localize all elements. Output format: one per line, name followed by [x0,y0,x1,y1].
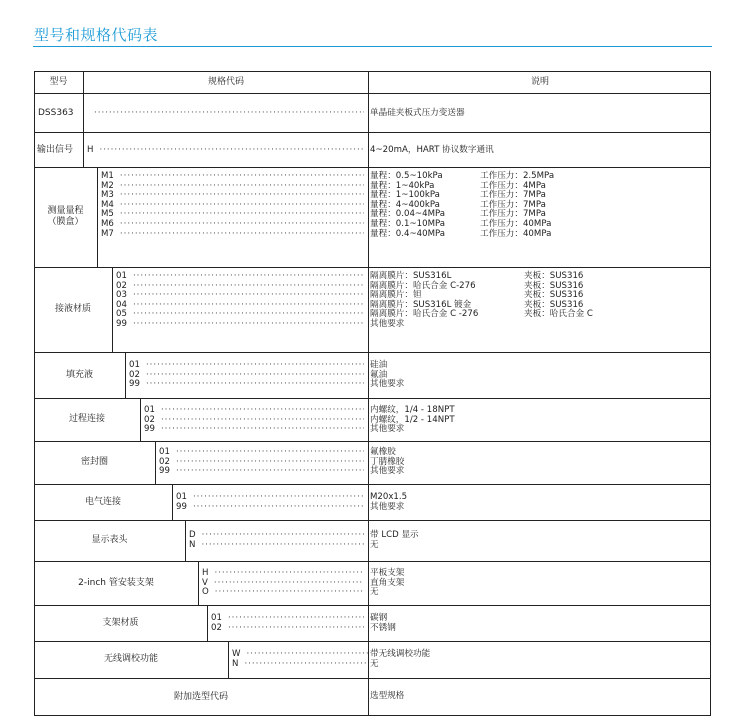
display-codes: D ····· N ····· [189,531,364,550]
wetted-desc: 隔离膜片：SUS316L 夹板：SUS316 隔离膜片：哈氏合金 C-276 夹板：SUS316 隔离膜片：钽 夹板：SUS316 隔离膜片：SUS316L 镀金 夹板：SUS316 隔离膜片：哈氏合金 C -276 夹板：哈氏合金 C 其他要求 [370,271,593,329]
process-desc: 内螺纹，1/4 - 18NPT 内螺纹，1/2 - 14NPT 其他要求 [370,405,455,435]
range-desc: 量程：0.5~10kPa 工作压力：2.5MPa 量程：1~40kPa 工作压力：4MPa 量程：1~100kPa 工作压力：7MPa 量程：4~400kPa 工作压力：7MPa 量程：0.04~4MPa 工作压力：7MPa 量程：0.1~10MPa 工作压力：40MPa 量程：0.4~40MPa 工作压力：40MPa [370,171,555,239]
bracket-label: 2-inch 管安装支架 [78,577,154,588]
bracket-desc: 平板支架 直角支架 无 [370,568,405,598]
header-desc: 说明 [530,76,549,87]
seal-label: 密封圈 [80,457,108,467]
electrical-label: 电气连接 [84,496,121,507]
electrical-desc: M20x1.5 其他要求 [370,492,408,512]
display-desc: 带 LCD 显示 无 [370,530,419,550]
col-divider [125,352,126,398]
bracket-material-label: 支架材质 [102,617,139,628]
col-divider [112,267,113,352]
model-desc: 单晶硅夹板式压力变送器 [370,108,465,118]
wireless-label: 无线调校功能 [103,654,158,664]
display-label: 显示表头 [91,535,128,545]
header-model: 型号 [49,76,68,87]
col-divider [172,484,173,520]
bracket-material-codes: 01 ····· 02 ····· [211,614,364,633]
row-divider [34,267,711,268]
col-divider [198,561,199,605]
output-desc: 4~20mA，HART 协议数字通讯 [370,145,494,155]
output-code: H ····· [87,146,364,156]
model-label: DSS363 [38,108,74,118]
row-divider [34,352,711,353]
row-divider [34,167,711,168]
range-codes: M1 ····· M2 ····· M3 ····· M4 ····· M5 ····· M6 ····· M7 ····· [101,172,364,239]
page-title: 型号和规格代码表 [34,26,159,44]
fill-codes: 01 ····· 02 ····· 99 ····· [129,361,364,390]
wireless-codes: W ····· N ····· [232,650,368,669]
bracket-material-desc: 碳钢 不锈钢 [370,613,396,633]
title-divider [33,46,712,47]
header-code: 规格代码 [207,76,244,87]
col-divider [140,398,141,441]
bracket-codes: H ····· V ····· O ····· [202,569,364,598]
wetted-label: 接液材质 [54,304,91,314]
process-codes: 01 ····· 02 ····· 99 ····· [144,406,364,435]
additional-desc: 选型规格 [370,691,405,701]
fill-desc: 硅油 氟油 其他要求 [370,360,405,390]
row-divider [34,132,711,133]
col-divider [228,641,229,678]
fill-label: 填充液 [65,369,93,380]
col-divider [155,441,156,484]
process-label: 过程连接 [68,414,105,424]
wetted-codes: 01 ····· 02 ····· 03 ····· 04 ····· 05 ····· 99 ····· [116,272,364,330]
additional-label: 附加选型代码 [173,691,228,702]
seal-desc: 氟橡胶 丁腈橡胶 其他要求 [370,447,405,477]
output-label: 输出信号 [37,145,74,155]
model-code-dots [88,109,364,119]
col-divider [185,520,186,561]
col-divider [97,167,98,267]
wireless-desc: 带无线调校功能 无 [370,649,431,669]
row-divider [34,93,711,94]
col-divider [207,605,208,641]
range-label: 测量量程 （膜盒） [47,206,84,227]
seal-codes: 01 ····· 02 ····· 99 ····· [159,448,364,477]
electrical-codes: 01 ····· 99 ····· [176,493,364,512]
